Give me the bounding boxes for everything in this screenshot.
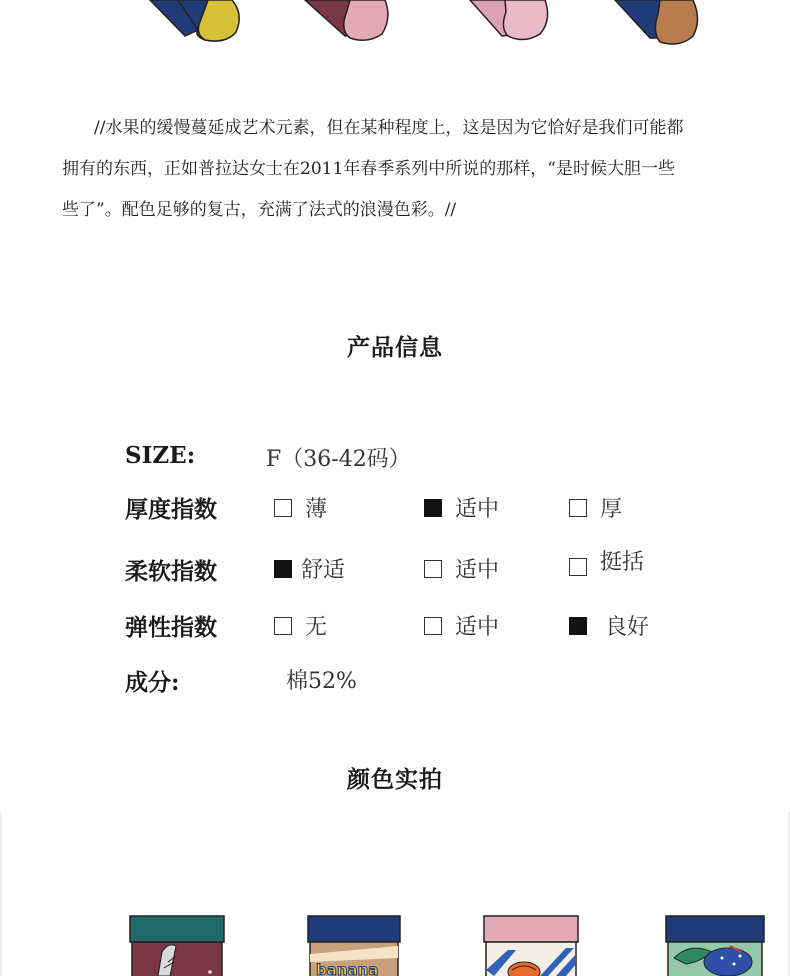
softness-option-firm[interactable] bbox=[569, 551, 644, 576]
checkbox-checked bbox=[569, 617, 587, 635]
product-info-title: 产品信息 bbox=[347, 334, 443, 361]
checkbox bbox=[569, 499, 587, 517]
sock-foot-maroon-pink bbox=[305, 0, 388, 40]
sock-photo-banana bbox=[308, 916, 400, 976]
composition-label: 成分: bbox=[125, 669, 180, 696]
sock-photo-green bbox=[666, 916, 764, 976]
elasticity-label: 弹性指数 bbox=[125, 614, 217, 641]
size-value: F（36-42码） bbox=[266, 447, 411, 472]
thickness-option-medium[interactable] bbox=[424, 492, 499, 523]
checkbox-checked bbox=[424, 499, 442, 517]
sock-foot-navy-tan bbox=[615, 0, 698, 44]
elasticity-option-good[interactable] bbox=[569, 610, 649, 641]
color-photo-strip bbox=[0, 812, 790, 976]
thickness-option-thick[interactable] bbox=[569, 492, 622, 523]
option-label: 良好 bbox=[605, 615, 650, 640]
option-label: 适中 bbox=[455, 615, 500, 640]
option-label: 厚 bbox=[600, 497, 623, 522]
sock-foot-navy-yellow bbox=[150, 0, 239, 41]
sock-foot-pink-pink bbox=[470, 0, 548, 40]
option-label: 薄 bbox=[305, 497, 328, 522]
description-line-1: //水果的缓慢蔓延成艺术元素，但在某种程度上，这是因为它恰好是我们可能都 bbox=[94, 118, 684, 138]
elasticity-option-medium[interactable] bbox=[424, 610, 499, 641]
size-label: SIZE: bbox=[125, 442, 196, 469]
checkbox-checked bbox=[274, 560, 292, 578]
softness-option-comfortable[interactable] bbox=[274, 553, 345, 584]
thickness-option-thin[interactable] bbox=[274, 492, 327, 523]
softness-label: 柔软指数 bbox=[125, 558, 217, 585]
checkbox bbox=[274, 617, 292, 635]
description-line-3: 些了”。配色足够的复古，充满了法式的浪漫色彩。// bbox=[62, 200, 457, 220]
composition-value: 棉52% bbox=[286, 669, 357, 694]
option-label: 挺括 bbox=[600, 550, 645, 575]
option-label: 适中 bbox=[455, 558, 500, 583]
softness-option-medium[interactable] bbox=[424, 553, 499, 584]
sock-banana-text: banana bbox=[316, 961, 379, 976]
sock-photo-maroon bbox=[130, 916, 224, 976]
sock-feet-strip bbox=[0, 0, 790, 60]
checkbox bbox=[569, 558, 587, 576]
color-photos-title: 颜色实拍 bbox=[347, 766, 443, 793]
checkbox bbox=[424, 560, 442, 578]
elasticity-option-none[interactable] bbox=[274, 610, 327, 641]
product-description bbox=[62, 108, 732, 231]
checkbox bbox=[274, 499, 292, 517]
sock-photo-striped bbox=[484, 916, 578, 976]
description-line-2: 拥有的东西，正如普拉达女士在2011年春季系列中所说的那样，“是时候大胆一些 bbox=[62, 159, 675, 179]
option-label: 适中 bbox=[455, 497, 500, 522]
checkbox bbox=[424, 617, 442, 635]
thickness-label: 厚度指数 bbox=[125, 496, 217, 523]
option-label: 舒适 bbox=[301, 558, 346, 583]
option-label: 无 bbox=[305, 615, 328, 640]
